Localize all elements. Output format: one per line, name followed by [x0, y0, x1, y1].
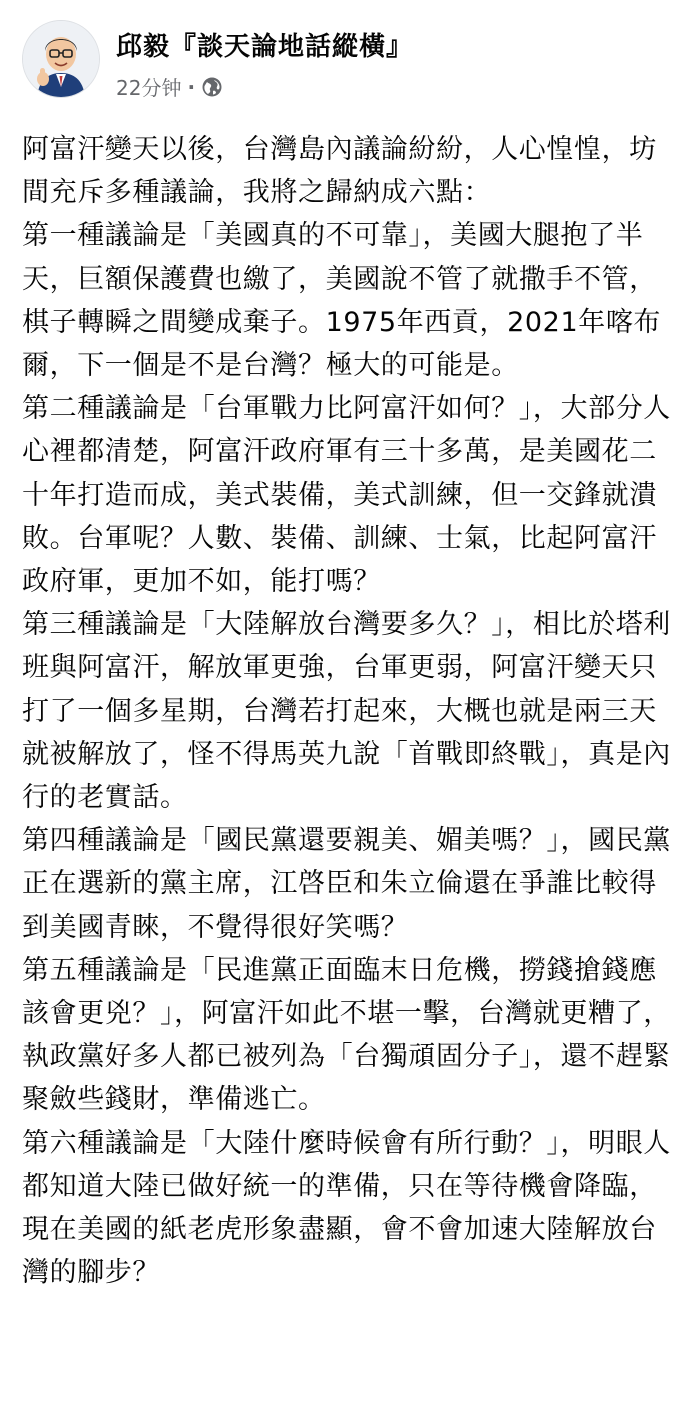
meta-separator: · [187, 74, 196, 99]
post-paragraph-4: 第四種議論是「國民黨還要親美、媚美嗎？」，國民黨正在選新的黨主席，江啓臣和朱立倫還在爭誰比較得到美國青睞，不覺得很好笑嗎？ [22, 825, 671, 943]
post-paragraph-3: 第三種議論是「大陸解放台灣要多久？」，相比於塔利班與阿富汗，解放軍更強，台軍更弱，阿富汗變天只打了一個多星期，台灣若打起來，大概也就是兩三天就被解放了，怪不得馬英九說「首戰即終戰」，真是內行的老實話。 [22, 609, 671, 814]
post-paragraph-1: 第一種議論是「美國真的不可靠」，美國大腿抱了半天，巨額保護費也繳了，美國說不管了就撒手不管，棋子轉瞬之間變成棄子。1975年西貢，2021年喀布爾，下一個是不是台灣？極大的可能是。 [22, 220, 662, 382]
author-name[interactable]: 邱毅『談天論地話縱橫』 [116, 32, 414, 62]
post-header [22, 18, 662, 100]
author-avatar[interactable] [22, 20, 100, 98]
post-paragraph-5: 第五種議論是「民進黨正面臨末日危機，撈錢搶錢應該會更兇？」，阿富汗如此不堪一擊，台灣就更糟了，執政黨好多人都已被列為「台獨頑固分子」，還不趕緊聚斂些錢財，準備逃亡。 [22, 954, 671, 1116]
post-timestamp[interactable]: 22分钟 [116, 76, 182, 100]
post-paragraph-6: 第六種議論是「大陸什麼時候會有所行動？」，明眼人都知道大陸已做好統一的準備，只在等待機會降臨，現在美國的紙老虎形象盡顯，會不會加速大陸解放台灣的腳步？ [22, 1127, 671, 1289]
post-paragraph-intro: 阿富汗變天以後，台灣島內議論紛紛，人心惶惶，坊間充斥多種議論，我將之歸納成六點： [22, 134, 657, 209]
post-body [22, 128, 674, 1294]
post-meta [116, 72, 223, 101]
post-paragraph-2: 第二種議論是「台軍戰力比阿富汗如何？」，大部分人心裡都清楚，阿富汗政府軍有三十多萬，是美國花二十年打造而成，美式裝備，美式訓練，但一交鋒就潰敗。台軍呢？人數、裝備、訓練、士氣，比起阿富汗政府軍，更加不如，能打嗎？ [22, 393, 671, 598]
globe-icon[interactable] [201, 76, 223, 98]
avatar-illustration [23, 21, 99, 97]
